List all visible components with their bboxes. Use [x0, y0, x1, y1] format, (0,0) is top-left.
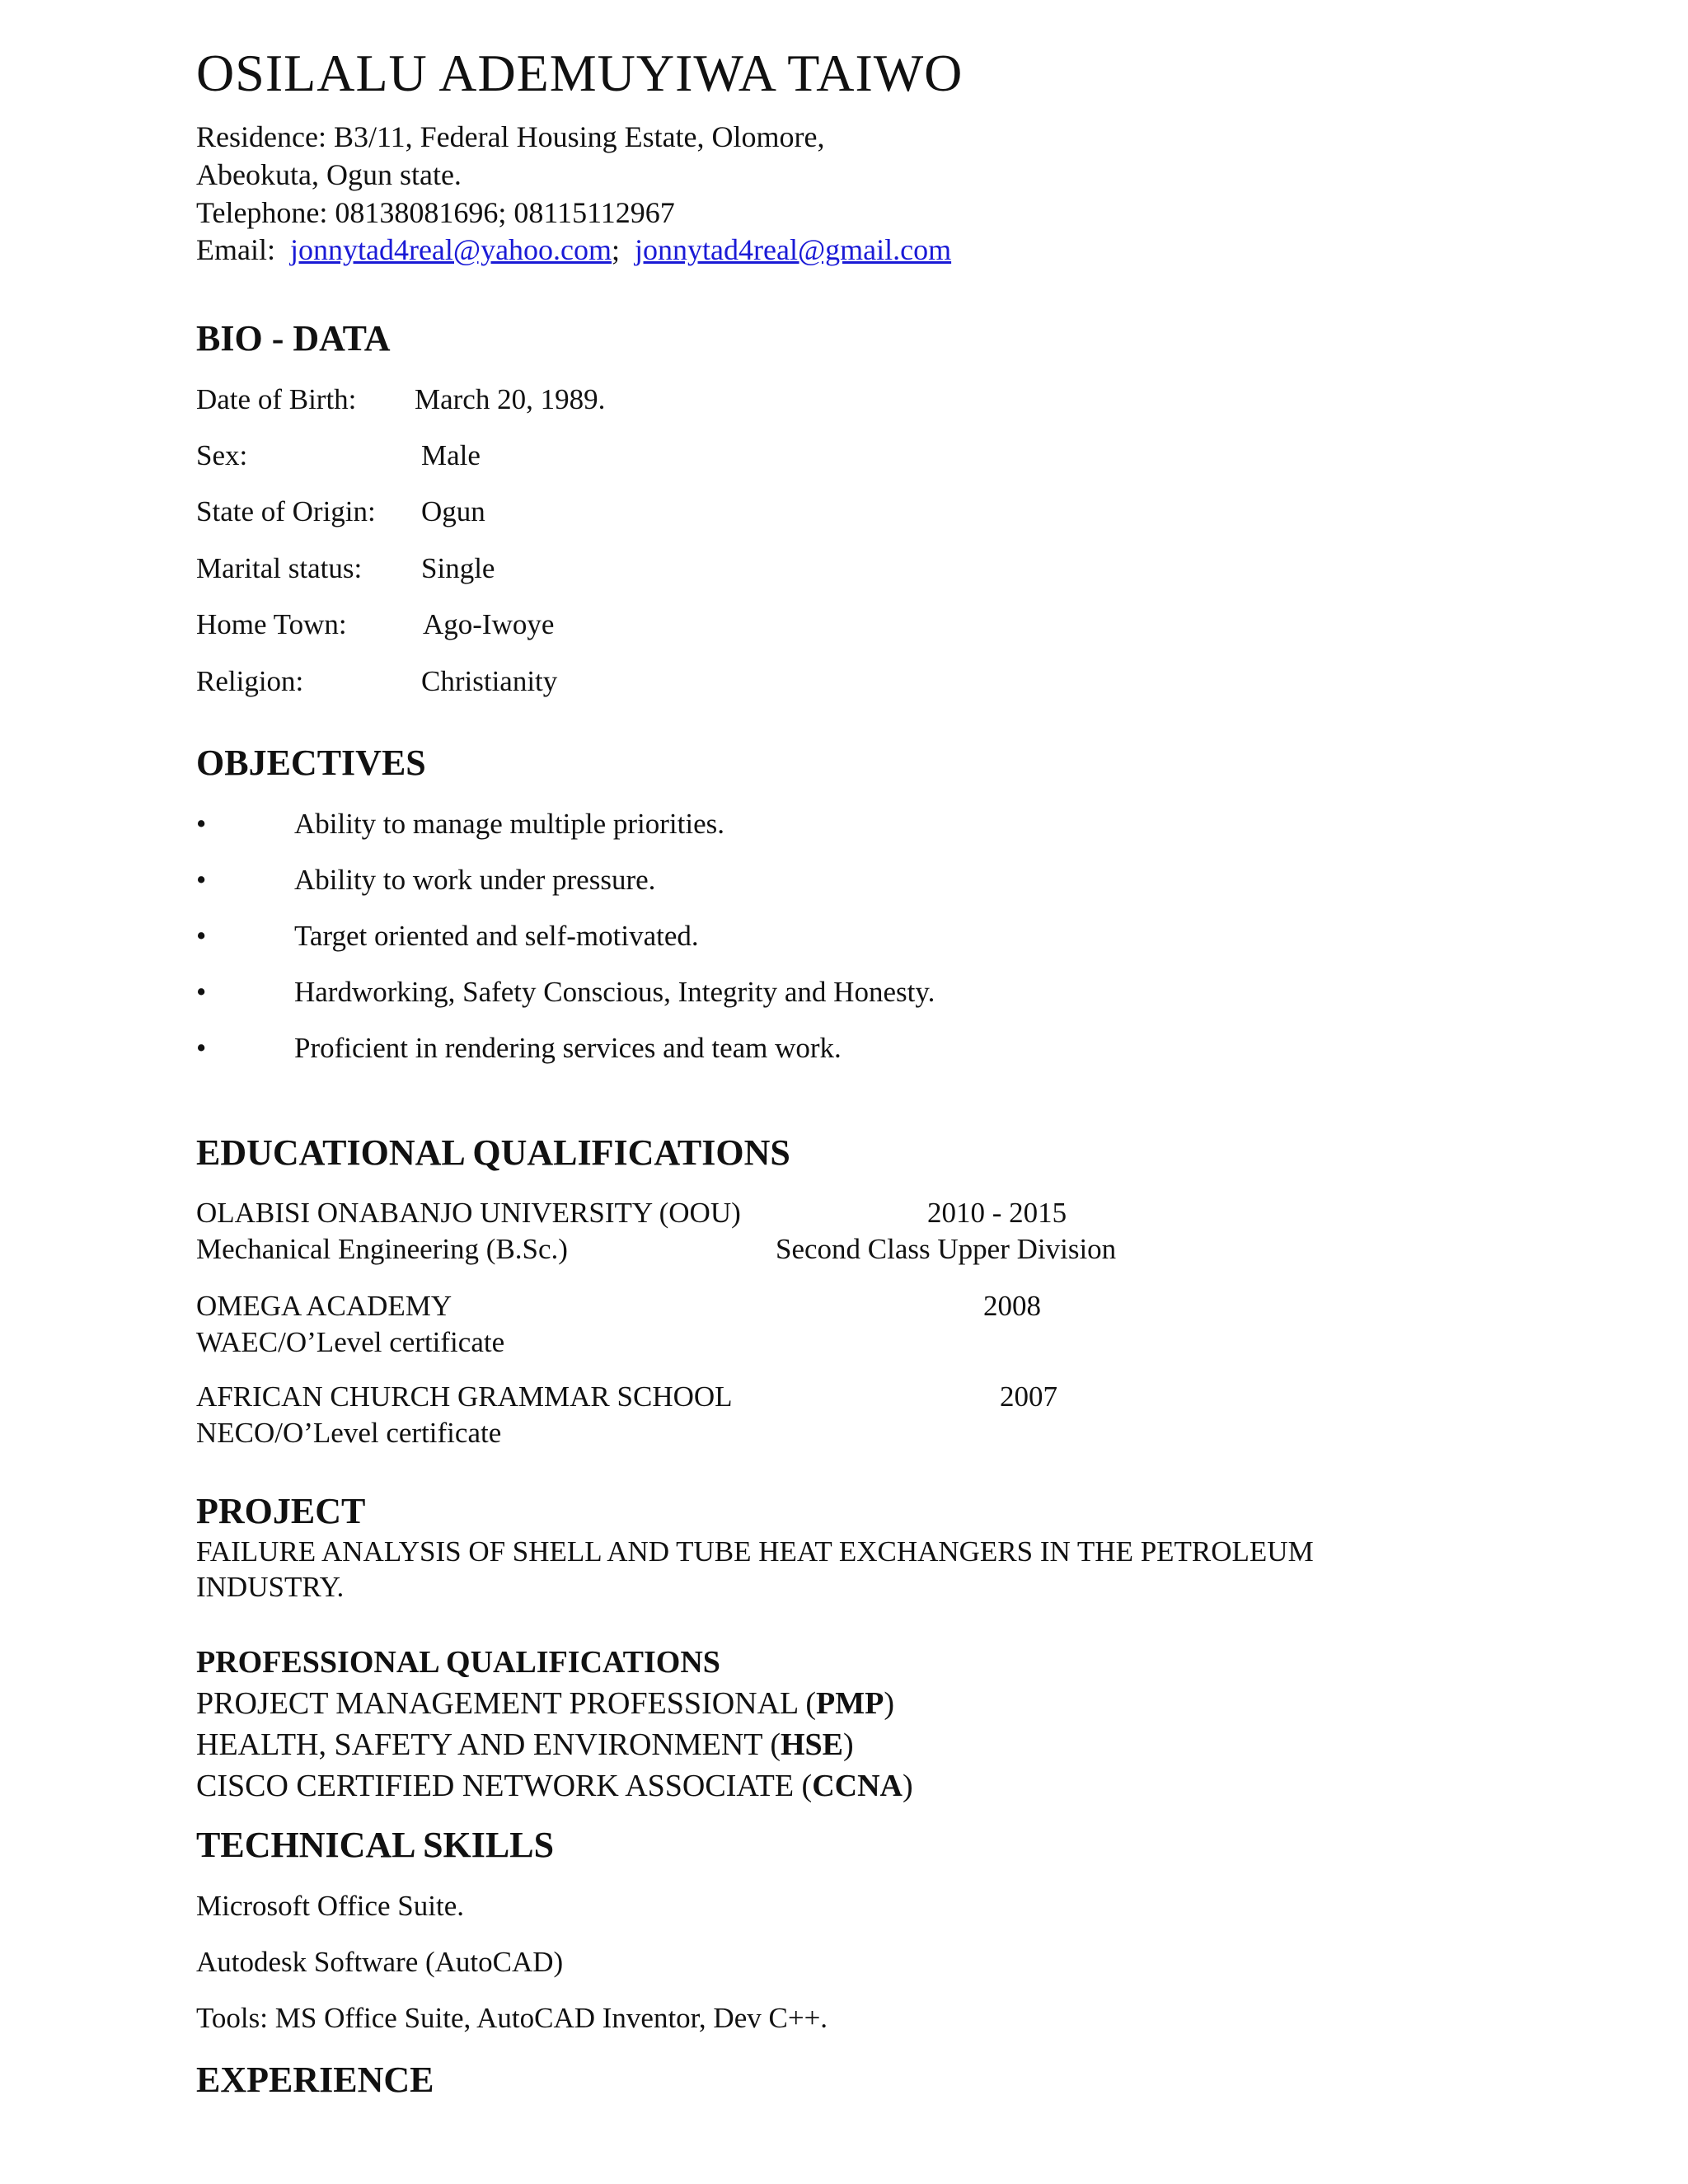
bio-value-sex: Male — [421, 439, 481, 471]
objective-item: Ability to work under pressure. — [294, 864, 656, 896]
objective-bullet: • — [196, 976, 207, 1008]
professional-item-pmp — [196, 1685, 894, 1722]
professional-item-ccna — [196, 1768, 913, 1804]
bio-label-religion: Religion: — [196, 665, 304, 697]
bio-label-hometown: Home Town: — [196, 608, 347, 640]
bio-label-marital: Marital status: — [196, 552, 363, 584]
professional-item-close: ) — [884, 1686, 894, 1721]
bio-label-dob: Date of Birth: — [196, 383, 357, 415]
professional-item-text: CISCO CERTIFIED NETWORK ASSOCIATE ( — [196, 1769, 813, 1803]
objective-item: Hardworking, Safety Conscious, Integrity and Honesty. — [294, 976, 935, 1008]
bio-value-dob: March 20, 1989. — [415, 383, 606, 415]
project-title-line-2: INDUSTRY. — [196, 1571, 345, 1603]
professional-item-abbr: CCNA — [812, 1769, 903, 1803]
email-separator: ; — [612, 233, 621, 266]
bio-value-marital: Single — [421, 552, 495, 584]
professional-item-close: ) — [902, 1769, 913, 1803]
education-detail: Mechanical Engineering (B.Sc.) — [196, 1233, 568, 1265]
education-heading: EDUCATIONAL QUALIFICATIONS — [196, 1132, 790, 1173]
email-line — [196, 232, 951, 267]
education-years: 2008 — [983, 1290, 1041, 1322]
bio-label-sex: Sex: — [196, 439, 248, 471]
residence-line-2: Abeokuta, Ogun state. — [196, 158, 462, 191]
professional-item-close: ) — [843, 1727, 854, 1762]
bio-value-hometown: Ago-Iwoye — [423, 608, 555, 640]
education-grade: Second Class Upper Division — [776, 1233, 1117, 1265]
professional-item-hse — [196, 1727, 854, 1763]
project-title-line-1: FAILURE ANALYSIS OF SHELL AND TUBE HEAT EXCHANGERS IN THE PETROLEUM — [196, 1535, 1314, 1568]
education-school: OMEGA ACADEMY — [196, 1290, 452, 1322]
objective-bullet: • — [196, 1032, 207, 1064]
objective-bullet: • — [196, 808, 207, 840]
professional-item-text: HEALTH, SAFETY AND ENVIRONMENT ( — [196, 1727, 781, 1762]
technical-skill-item: Tools: MS Office Suite, AutoCAD Inventor, Dev C++. — [196, 2002, 828, 2034]
candidate-name: OSILALU ADEMUYIWA TAIWO — [196, 44, 964, 102]
objective-bullet: • — [196, 920, 207, 952]
bio-label-origin: State of Origin: — [196, 495, 376, 527]
education-detail: WAEC/O’Level certificate — [196, 1326, 505, 1358]
telephone: Telephone: 08138081696; 08115112967 — [196, 196, 675, 229]
objectives-heading: OBJECTIVES — [196, 743, 426, 783]
bio-value-origin: Ogun — [421, 495, 485, 527]
education-years: 2007 — [1000, 1380, 1057, 1413]
professional-item-text: PROJECT MANAGEMENT PROFESSIONAL ( — [196, 1686, 817, 1721]
objective-item: Proficient in rendering services and team work. — [294, 1032, 842, 1064]
education-years: 2010 - 2015 — [927, 1197, 1067, 1229]
objective-item: Ability to manage multiple priorities. — [294, 808, 724, 840]
professional-item-abbr: PMP — [816, 1686, 884, 1721]
email-link-gmail[interactable]: jonnytad4real@gmail.com — [635, 233, 952, 266]
project-heading: PROJECT — [196, 1491, 366, 1531]
email-label: Email: — [196, 233, 275, 266]
professional-item-abbr: HSE — [780, 1727, 844, 1762]
technical-skill-item: Microsoft Office Suite. — [196, 1890, 464, 1922]
bio-value-religion: Christianity — [421, 665, 558, 697]
education-school: AFRICAN CHURCH GRAMMAR SCHOOL — [196, 1380, 733, 1413]
objective-bullet: • — [196, 864, 207, 896]
education-detail: NECO/O’Level certificate — [196, 1417, 502, 1449]
technical-skill-item: Autodesk Software (AutoCAD) — [196, 1946, 564, 1978]
email-link-yahoo[interactable]: jonnytad4real@yahoo.com — [289, 233, 612, 266]
technical-skills-heading: TECHNICAL SKILLS — [196, 1825, 555, 1865]
experience-heading: EXPERIENCE — [196, 2060, 434, 2100]
education-school: OLABISI ONABANJO UNIVERSITY (OOU) — [196, 1197, 741, 1229]
professional-heading: PROFESSIONAL QUALIFICATIONS — [196, 1645, 720, 1680]
residence-line-1: Residence: B3/11, Federal Housing Estate, Olomore, — [196, 120, 825, 153]
objective-item: Target oriented and self-motivated. — [294, 920, 699, 952]
bio-data-heading: BIO - DATA — [196, 318, 391, 359]
